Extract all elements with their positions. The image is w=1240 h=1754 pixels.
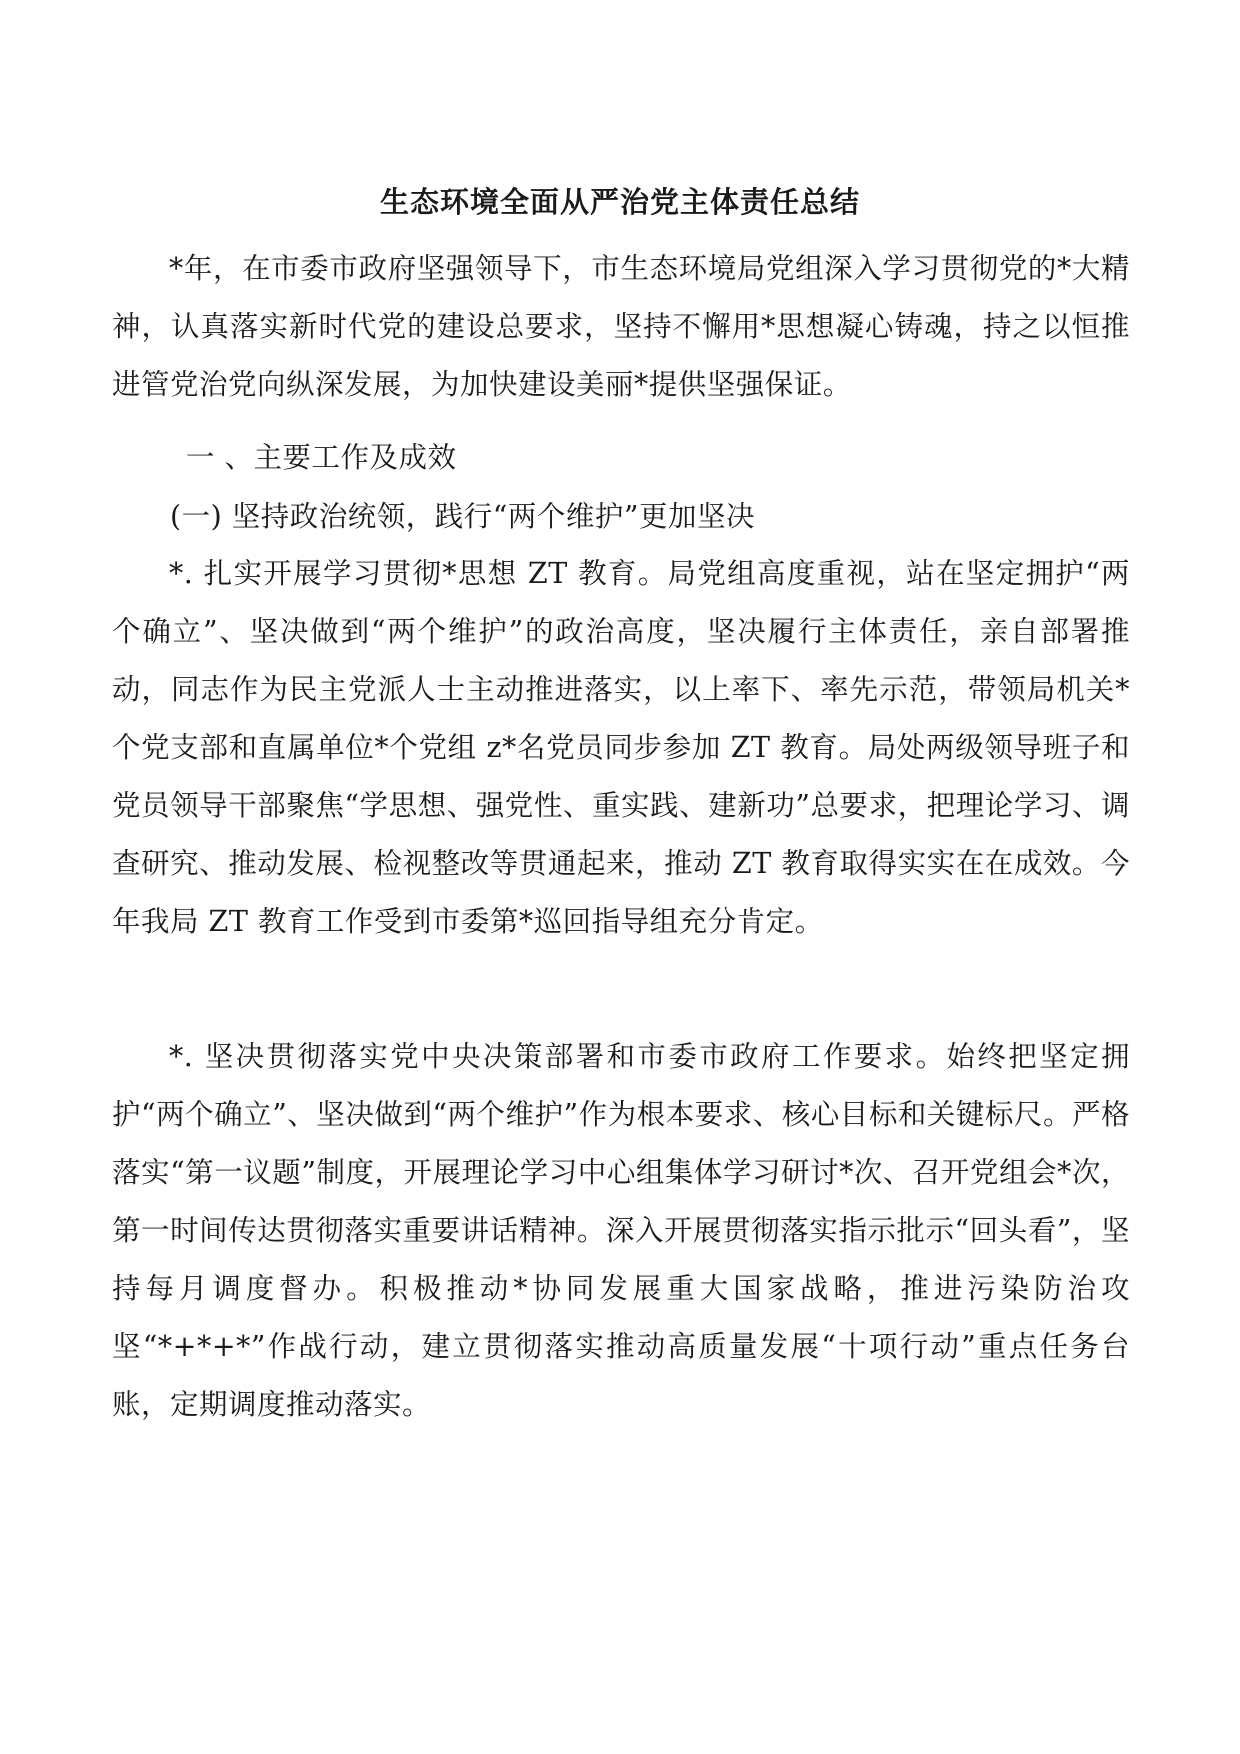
- body-paragraph: *. 扎实开展学习贯彻*思想 ZT 教育。局党组高度重视，站在坚定拥护“两个确立”、坚决做到“两个维护”的政治高度，坚决履行主体责任，亲自部署推动，同志作为民主党派人士主动推进落实，以上率下、率先示范，带领局机关*个党支部和直属单位*个党组 z*名党员同步参加 ZT 教育。局处两级领导班子和党员领导干部聚焦“学思想、强党性、重实践、建新功”总要求，把理论学习、调查研究、推动发展、检视整改等贯通起来，推动 ZT 教育取得实实在在成效。今年我局 ZT 教育工作受到市委第*巡回指导组充分肯定。: [112, 557, 1130, 938]
- body-paragraph: *. 坚决贯彻落实党中央决策部署和市委市政府工作要求。始终把坚定拥护“两个确立”、坚决做到“两个维护”作为根本要求、核心目标和关键标尺。严格落实“第一议题”制度，开展理论学习中心组集体学习研讨*次、召开党组会*次，第一时间传达贯彻落实重要讲话精神。深入开展贯彻落实指示批示“回头看”，坚持每月调度督办。积极推动*协同发展重大国家战略，推进污染防治攻坚“*+*+*”作战行动，建立贯彻落实推动高质量发展“十项行动”重点任务台账，定期调度推动落实。: [112, 1040, 1130, 1421]
- intro-paragraph: *年，在市委市政府坚强领导下，市生态环境局党组深入学习贯彻党的*大精神，认真落实新时代党的建设总要求，坚持不懈用*思想凝心铸魂，持之以恒推进管党治党向纵深发展，为加快建设美丽*提供坚强保证。: [112, 252, 1130, 401]
- subsection-heading: (一) 坚持政治统领，践行“两个维护”更加坚决: [170, 500, 755, 533]
- document-title: 生态环境全面从严治党主体责任总结: [379, 185, 860, 219]
- section-heading: 一 、主要工作及成效: [186, 441, 457, 474]
